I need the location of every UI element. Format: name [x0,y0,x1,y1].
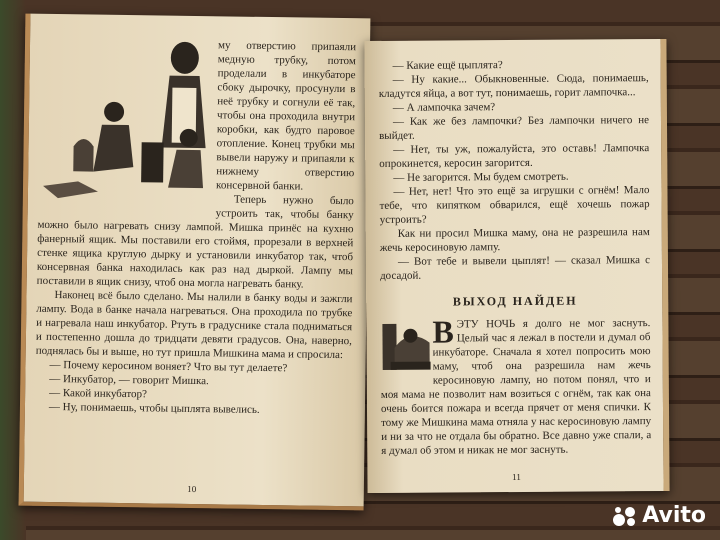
dialog-line: — Не загорится. Мы будем смотреть. [393,170,569,184]
page-number: 10 [187,483,197,495]
dialog-line: — Какой инкубатор? [49,386,148,401]
illustration-boy-in-bed [380,318,430,372]
text-block [35,36,356,418]
dialog-line: — Почему керосином воняет? Что вы тут делаете? [49,358,288,375]
illustration-children-with-mother [38,36,210,208]
watermark-text: Avito [642,503,706,528]
right-page [364,39,669,493]
left-page [19,14,371,511]
dialog-line: — Нет, ты уж, пожалуйста, это оставь! Лампочка опрокинется, керосин загорится. [379,142,650,170]
avito-logo-icon [612,505,638,527]
chapter-text-block [380,313,652,458]
dialog-line: — Ну какие... Обыкновенные. Сюда, понимаешь, кладутся яйца, а вот тут, понимаешь, горит лампочка... [378,72,649,100]
paragraph: Как ни просил Мишка маму, она не разрешила нам жечь керосиновую лампу. [379,226,650,254]
dialog-line: — Ну, понимаешь, чтобы цыплята вывелись. [48,400,260,416]
paragraph: Наконец всё было сделано. Мы налили в банку воды и зажгли лампу. Вода в банке начала нагреваться. Она проходила по трубке и нагревала наш инкубатор. Ртуть в градуснике стала подниматься и постепенно дошла до тридцати девяти градусов. Она, наверно, поднялась бы и выше, но тут пришла Мишкина мама и спросила: [35,289,353,362]
dialog-line: — Как же без лампочки? Без лампочки ничего не выйдет. [379,114,650,142]
dialog-line: — А лампочка зачем? [392,101,496,114]
dialog-line: — Инкубатор, — говорит Мишка. [49,372,209,388]
paragraph: Теперь нужно было устроить так, чтобы банку можно было нагревать снизу лампой. Мишка принёс на кухню фанерный ящик. Мы поставили его стоймя, прорезали в верхней стенке ящика круглую дырку и установили инкубатор так, чтоб консервная банка находилась как раз над дыркой. Лампу мы поставили в ящик снизу, чтоб она могла нагревать банку. [36,193,354,291]
side-text: му отверстию припаяли медную трубку, потом проделали в инкубаторе сбоку дырочку, просунули в неё трубку и согнули её так, чтобы она проходила внутри коробки, как будто паровое отопление. Конец трубки мы вывели наружу и припаяли к нижнему отверстию консервной банки. [215,39,357,193]
chapter-title: ВЫХОД НАЙДЕН [452,293,578,309]
dialog-line: — Нет, нет! Что это ещё за игрушки с огнём! Мало тебе, что кипятком обварился, ещё хочешь пожар устроить? [379,184,650,226]
drop-cap: В [432,313,454,350]
text-block [379,57,651,283]
paragraph: — Вот тебе и вывели цыплят! — сказал Мишка с досадой. [380,254,651,282]
dialog-line: — Какие ещё цыплята? [392,59,503,72]
chapter-text: ЭТУ НОЧЬ я долго не мог заснуть. Целый час я лежал в постели и думал об инкубаторе. Сначала я хотел попросить мою маму, чтоб она разрешила нам жечь керосиновую лампу, но потом понял, что и моя мама не позволит нам возиться с огнём, так как она очень боится пожара и всегда прячет от меня спички. К тому же Мишкина мама отняла у нас керосиновую лампу и ни за что не отдала бы обратно. Все давно уже спали, а я думал об этом и никак не мог заснуть. [380,317,652,457]
page-number: 11 [512,471,521,483]
avito-watermark [612,503,706,528]
